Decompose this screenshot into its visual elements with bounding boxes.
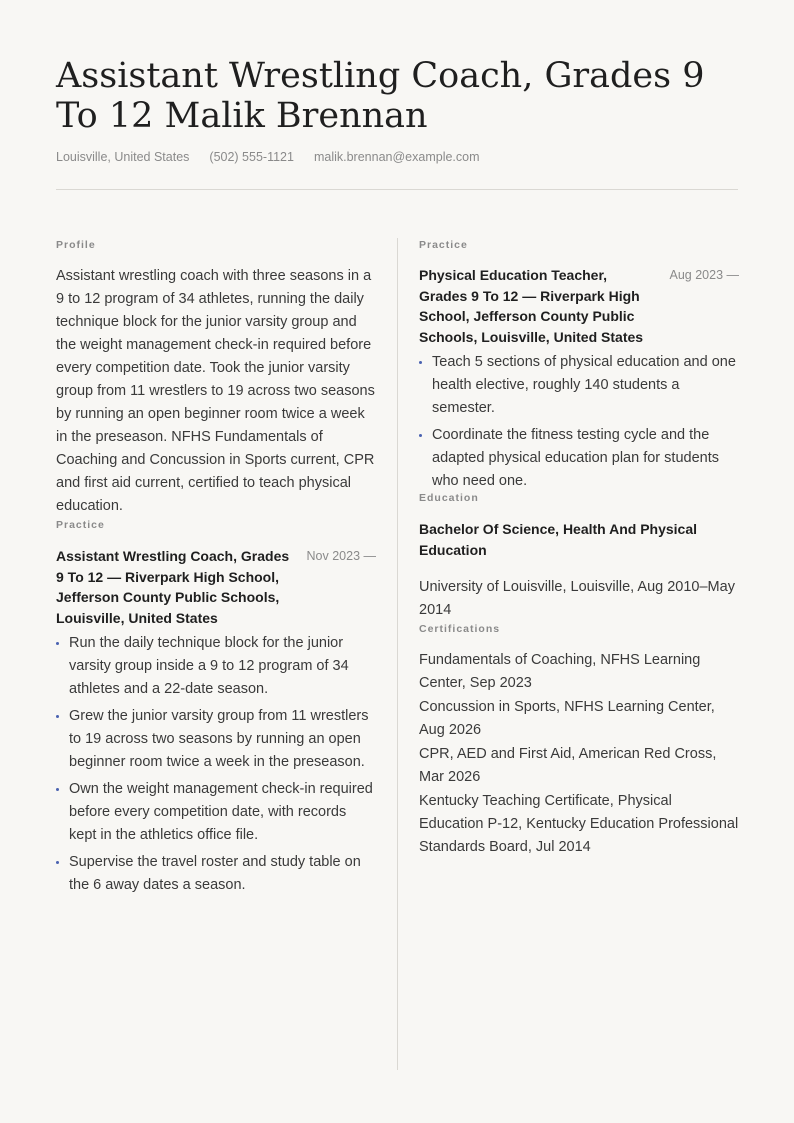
phone-text: (502) 555-1121 — [209, 150, 294, 164]
profile-text: Assistant wrestling coach with three seasons in a 9 to 12 program of 34 athletes, running the daily technique block for the junior varsity group and the weight management check-in required before every competition date. Took the junior varsity group from 11 wrestlers to 19 across two seasons by running an open beginner room twice a week in the preseason. NFHS Fundamentals of Coaching and Concussion in Sports current, CPR and first aid current, certified to teach physical education. — [56, 268, 375, 514]
bullet-text: Teach 5 sections of physical education and one health elective, roughly 140 students a semester. — [432, 354, 736, 416]
certification-item: Concussion in Sports, NFHS Learning Center, Aug 2026 — [419, 699, 715, 738]
email-link[interactable]: malik.brennan@example.com — [313, 150, 480, 164]
job-date: Nov 2023 — — [306, 549, 376, 563]
bullet-item — [56, 851, 376, 897]
bullet-dot-icon — [56, 715, 59, 718]
header-divider — [56, 189, 738, 190]
column-divider — [397, 238, 398, 1070]
education-label: Education — [419, 492, 479, 504]
bullet-item — [56, 778, 376, 847]
job-date: Aug 2023 — — [669, 268, 739, 282]
job-title: Assistant Wrestling Coach, Grades 9 To 12 — Riverpark High School, Jefferson County Public Schools, Louisville, United States — [56, 548, 290, 626]
bullet-text: Grew the junior varsity group from 11 wrestlers to 19 across two seasons by running an open beginner room twice a week in the preseason. — [69, 708, 369, 770]
contact-line — [56, 150, 480, 164]
practice-section-left — [56, 518, 376, 897]
bullet-item — [419, 351, 739, 420]
bullet-dot-icon — [56, 642, 59, 645]
degree-title: Bachelor Of Science, Health And Physical Education — [419, 521, 698, 558]
bullet-text: Supervise the travel roster and study table on the 6 away dates a season. — [69, 854, 361, 893]
certification-item: Fundamentals of Coaching, NFHS Learning Center, Sep 2023 — [419, 652, 701, 691]
bullet-item — [419, 424, 739, 493]
profile-label: Profile — [56, 239, 96, 251]
left-column — [56, 238, 376, 901]
bullet-dot-icon — [419, 361, 422, 364]
page-title: Assistant Wrestling Coach, Grades 9 To 12 Malik Brennan — [56, 56, 705, 136]
school-line: University of Louisville, Louisville, Aug 2010–May 2014 — [419, 579, 735, 618]
bullet-text: Own the weight management check-in required before every competition date, with records kept in the athletics office file. — [69, 781, 373, 843]
practice-label: Practice — [56, 519, 105, 531]
job-bullets — [419, 351, 739, 493]
bullet-dot-icon — [419, 434, 422, 437]
bullet-text: Coordinate the fitness testing cycle and the adapted physical education plan for students who need one. — [432, 427, 719, 489]
certifications-label: Certifications — [419, 623, 501, 635]
bullet-dot-icon — [56, 861, 59, 864]
practice-label: Practice — [419, 239, 468, 251]
certifications-section — [419, 622, 739, 859]
education-section — [419, 491, 739, 622]
location-text: Louisville, United States — [56, 150, 190, 164]
profile-section — [56, 238, 376, 518]
bullet-dot-icon — [56, 788, 59, 791]
job-bullets — [56, 632, 376, 897]
certification-list — [419, 649, 739, 859]
certification-item: CPR, AED and First Aid, American Red Cross, Mar 2026 — [419, 746, 717, 785]
job-header — [419, 265, 739, 347]
bullet-item — [56, 705, 376, 774]
job-title: Physical Education Teacher, Grades 9 To 12 — Riverpark High School, Jefferson County Public Schools, Louisville, United States — [419, 267, 644, 345]
certification-item: Kentucky Teaching Certificate, Physical Education P-12, Kentucky Education Professional Standards Board, Jul 2014 — [419, 793, 739, 855]
job-header — [56, 546, 376, 628]
practice-section-right — [419, 238, 739, 493]
right-column — [419, 238, 739, 860]
bullet-text: Run the daily technique block for the junior varsity group inside a 9 to 12 program of 34 athletes and a 22-date season. — [69, 635, 349, 697]
bullet-item — [56, 632, 376, 701]
